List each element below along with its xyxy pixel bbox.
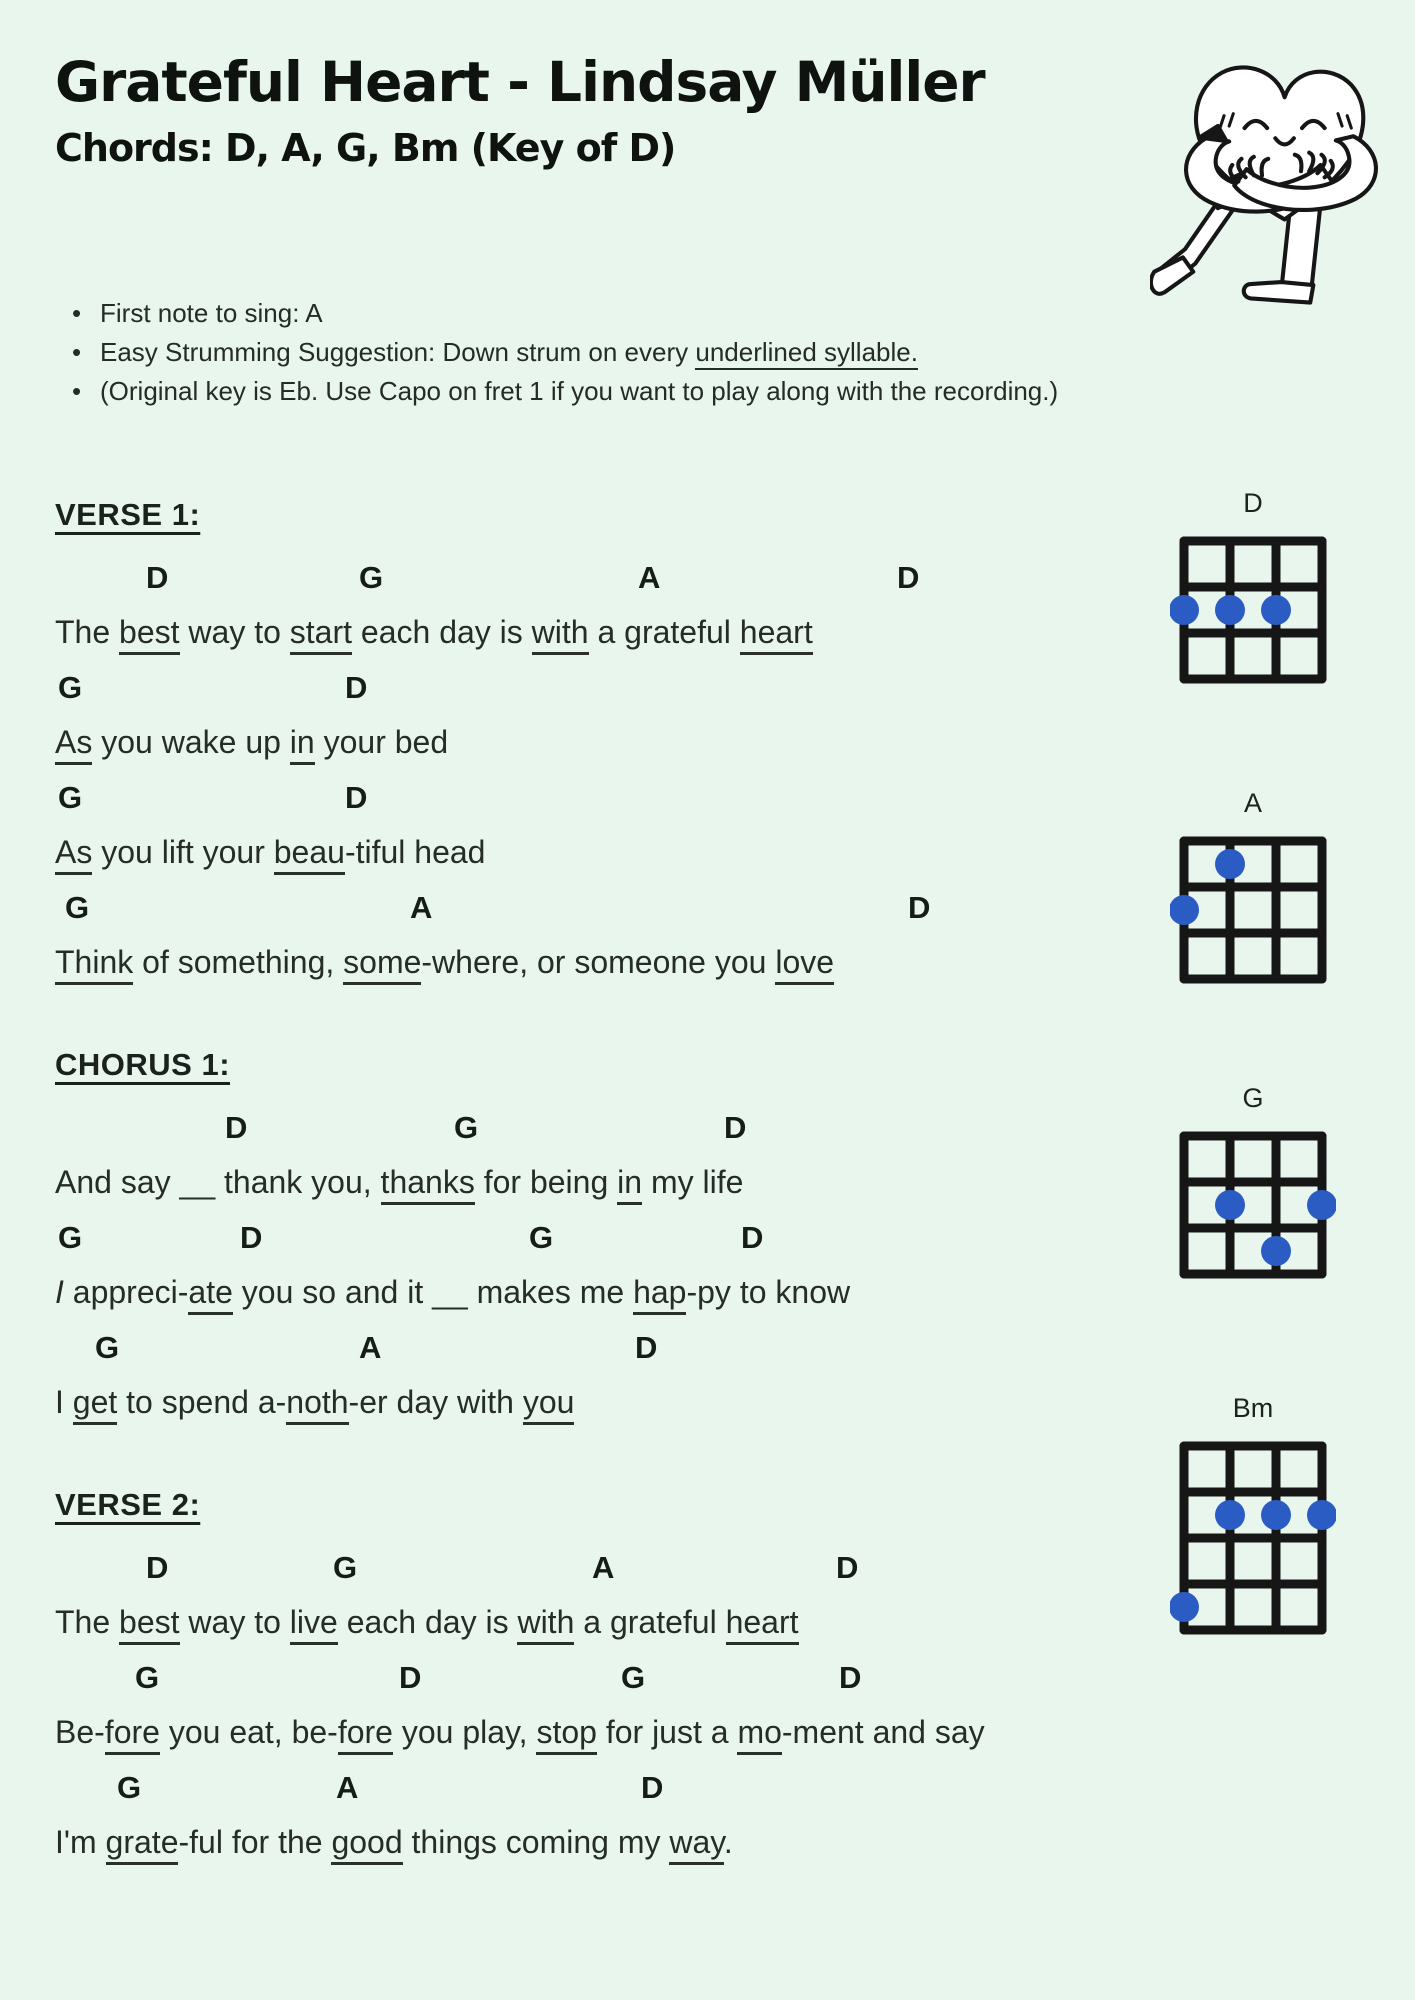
chord-row — [55, 552, 1175, 607]
chord-diagram-label: G — [1242, 1083, 1264, 1113]
lyric-underlined-syllable: fore — [338, 1714, 393, 1755]
chord-label: G — [117, 1770, 142, 1805]
lyric-line — [55, 1597, 1175, 1652]
lyric-line — [55, 827, 1175, 882]
song-section — [55, 1047, 1175, 1432]
finger-dot — [1215, 1190, 1245, 1220]
lyric-text: Be- — [55, 1714, 105, 1750]
chord-row — [55, 1102, 1175, 1157]
lyric-line — [55, 937, 1175, 992]
lyric-underlined-syllable: in — [290, 724, 315, 765]
lyric-text: to spend a- — [117, 1384, 287, 1420]
lyric-text: The — [55, 614, 120, 650]
chord-diagram-bm — [1170, 1393, 1336, 1649]
lyric-text: I — [55, 1384, 73, 1420]
chord-label: G — [95, 1330, 120, 1365]
fretboard-grid — [1170, 527, 1336, 693]
lyric-text: for being — [474, 1164, 618, 1200]
lyric-text: each day is — [337, 1604, 518, 1640]
lyric-underlined-syllable: noth — [286, 1384, 348, 1425]
lyric-underlined-syllable: stop — [536, 1714, 596, 1755]
lyric-text: for just a — [596, 1714, 738, 1750]
finger-dot — [1215, 1500, 1245, 1530]
lyric-underlined-syllable: fore — [105, 1714, 160, 1755]
section-heading: CHORUS 1: — [55, 1047, 231, 1082]
note-text: (Original key is Eb. Use Capo on fret 1 if you want to play along with the recording.) — [100, 376, 1059, 406]
lyric-underlined-syllable: hap — [633, 1274, 686, 1315]
lyric-underlined-syllable: way — [669, 1824, 724, 1865]
finger-dot — [1307, 1500, 1336, 1530]
lyric-underlined-syllable: live — [290, 1604, 338, 1645]
lyric-text: you so and it __ makes me — [232, 1274, 634, 1310]
chord-label: D — [741, 1220, 764, 1255]
lyric-underlined-syllable: As — [55, 834, 92, 875]
lyric-underlined-syllable: heart — [726, 1604, 799, 1645]
finger-dot — [1261, 595, 1291, 625]
chord-row — [55, 1212, 1175, 1267]
lyric-text: you play, — [392, 1714, 537, 1750]
heart-character-svg — [1150, 48, 1412, 320]
chord-label: D — [836, 1550, 859, 1585]
chord-label: A — [638, 560, 661, 595]
lyric-line — [55, 1267, 1175, 1322]
lyric-line — [55, 1707, 1175, 1762]
lyric-line — [55, 1377, 1175, 1432]
lyric-text: a grateful — [588, 614, 740, 650]
notes-list — [70, 294, 1400, 411]
chord-label: D — [146, 1550, 169, 1585]
fretboard-grid — [1170, 827, 1336, 993]
lyric-underlined-syllable: thanks — [381, 1164, 475, 1205]
chord-label: D — [399, 1660, 422, 1695]
chord-row — [55, 1762, 1175, 1817]
lyric-line — [55, 1157, 1175, 1212]
section-heading: VERSE 2: — [55, 1487, 201, 1522]
lyric-text: you lift your — [92, 834, 274, 870]
chord-label: G — [621, 1660, 646, 1695]
heart-left-shoe — [1151, 257, 1193, 293]
lyric-underlined-syllable: mo — [737, 1714, 781, 1755]
lyric-underlined-syllable: As — [55, 724, 92, 765]
lyric-underlined-syllable: ate — [188, 1274, 232, 1315]
lyric-underlined-syllable: you — [523, 1384, 575, 1425]
lyric-text: your bed — [314, 724, 449, 760]
lyric-underlined-syllable: best — [119, 614, 179, 655]
lyric-text: my life — [642, 1164, 744, 1200]
chord-diagram-label: Bm — [1232, 1393, 1274, 1423]
chord-label: G — [359, 560, 384, 595]
note-item — [70, 333, 1400, 372]
chord-label: D — [240, 1220, 263, 1255]
lyric-underlined-syllable: get — [73, 1384, 117, 1425]
chord-label: G — [333, 1550, 358, 1585]
note-underlined-text: underlined syllable. — [695, 337, 918, 370]
finger-dot — [1261, 1236, 1291, 1266]
chord-row — [55, 1322, 1175, 1377]
lyric-text: -tiful head — [344, 834, 486, 870]
chord-diagram-g — [1170, 1083, 1336, 1293]
chord-row — [55, 662, 1175, 717]
lyric-underlined-syllable: beau — [274, 834, 345, 875]
lyric-text: you eat, be- — [159, 1714, 338, 1750]
chord-label: A — [410, 890, 433, 925]
chord-label: G — [58, 780, 83, 815]
chord-diagram-a — [1170, 788, 1336, 998]
fretboard-grid — [1170, 1432, 1336, 1644]
chord-label: G — [65, 890, 90, 925]
finger-dot — [1170, 1592, 1199, 1622]
note-item — [70, 294, 1400, 333]
chord-row — [55, 772, 1175, 827]
finger-dot — [1215, 595, 1245, 625]
lyric-line — [55, 1817, 1175, 1872]
lyric-underlined-syllable: with — [532, 614, 589, 655]
song-section — [55, 1487, 1175, 1872]
lyric-text: you wake up — [92, 724, 290, 760]
lyric-underlined-syllable: grate — [106, 1824, 179, 1865]
lyric-underlined-syllable: some — [343, 944, 421, 985]
lyric-text: I — [55, 1274, 64, 1310]
lyric-text: -ment and say — [781, 1714, 985, 1750]
lyric-text: And say __ thank you, — [55, 1164, 381, 1200]
lyric-underlined-syllable: Think — [55, 944, 133, 985]
lyric-text: appreci- — [63, 1274, 189, 1310]
chord-label: D — [225, 1110, 248, 1145]
chord-label: G — [135, 1660, 160, 1695]
lyric-underlined-syllable: love — [775, 944, 834, 985]
song-section — [55, 497, 1175, 992]
chord-label: A — [336, 1770, 359, 1805]
finger-dot — [1170, 895, 1199, 925]
section-heading: VERSE 1: — [55, 497, 201, 532]
note-text: First note to sing: A — [100, 298, 323, 328]
lyric-text: of something, — [133, 944, 344, 980]
lyric-line — [55, 717, 1175, 772]
chord-label: D — [641, 1770, 664, 1805]
lyric-text: things coming my — [402, 1824, 670, 1860]
lyric-text: each day is — [352, 614, 532, 650]
finger-dot — [1170, 595, 1199, 625]
chord-label: G — [454, 1110, 479, 1145]
finger-dot — [1307, 1190, 1336, 1220]
finger-dot — [1261, 1500, 1291, 1530]
lyric-line — [55, 607, 1175, 662]
lyric-text: -ful for the — [178, 1824, 332, 1860]
chord-label: A — [592, 1550, 615, 1585]
lyric-underlined-syllable: heart — [740, 614, 813, 655]
lyric-text: -py to know — [686, 1274, 851, 1310]
chord-label: D — [897, 560, 920, 595]
lyric-underlined-syllable: good — [331, 1824, 402, 1865]
chord-label: D — [635, 1330, 658, 1365]
lyric-text: a grateful — [574, 1604, 726, 1640]
note-item — [70, 372, 1400, 411]
lyric-text: -where, or someone you — [421, 944, 776, 980]
chord-label: D — [345, 670, 368, 705]
lyric-text: The — [55, 1604, 120, 1640]
chord-row — [55, 882, 1175, 937]
page-subtitle: Chords: D, A, G, Bm (Key of D) — [55, 126, 676, 170]
chord-label: D — [724, 1110, 747, 1145]
chord-label: D — [839, 1660, 862, 1695]
chord-label: A — [359, 1330, 382, 1365]
chord-row — [55, 1652, 1175, 1707]
chord-diagram-d — [1170, 488, 1336, 698]
finger-dot — [1215, 849, 1245, 879]
chord-label: D — [146, 560, 169, 595]
page-title: Grateful Heart - Lindsay Müller — [55, 50, 985, 114]
chord-diagram-label: A — [1243, 788, 1262, 818]
note-text: Easy Strumming Suggestion: Down strum on every — [100, 337, 696, 367]
lyric-text: -er day with — [348, 1384, 523, 1420]
chord-label: D — [908, 890, 931, 925]
lyric-underlined-syllable: with — [517, 1604, 574, 1645]
song-body — [55, 497, 1175, 1927]
lyric-text: I'm — [55, 1824, 106, 1860]
lyric-text: way to — [179, 1604, 290, 1640]
lyric-text: . — [723, 1824, 733, 1860]
lyric-text: way to — [179, 614, 290, 650]
chord-diagram-label: D — [1243, 488, 1263, 518]
chord-label: G — [529, 1220, 554, 1255]
chord-label: D — [345, 780, 368, 815]
chord-label: G — [58, 1220, 83, 1255]
lyric-underlined-syllable: in — [617, 1164, 642, 1205]
chord-label: G — [58, 670, 83, 705]
chord-row — [55, 1542, 1175, 1597]
lyric-underlined-syllable: start — [290, 614, 352, 655]
fretboard-grid — [1170, 1122, 1336, 1288]
lyric-underlined-syllable: best — [119, 1604, 179, 1645]
